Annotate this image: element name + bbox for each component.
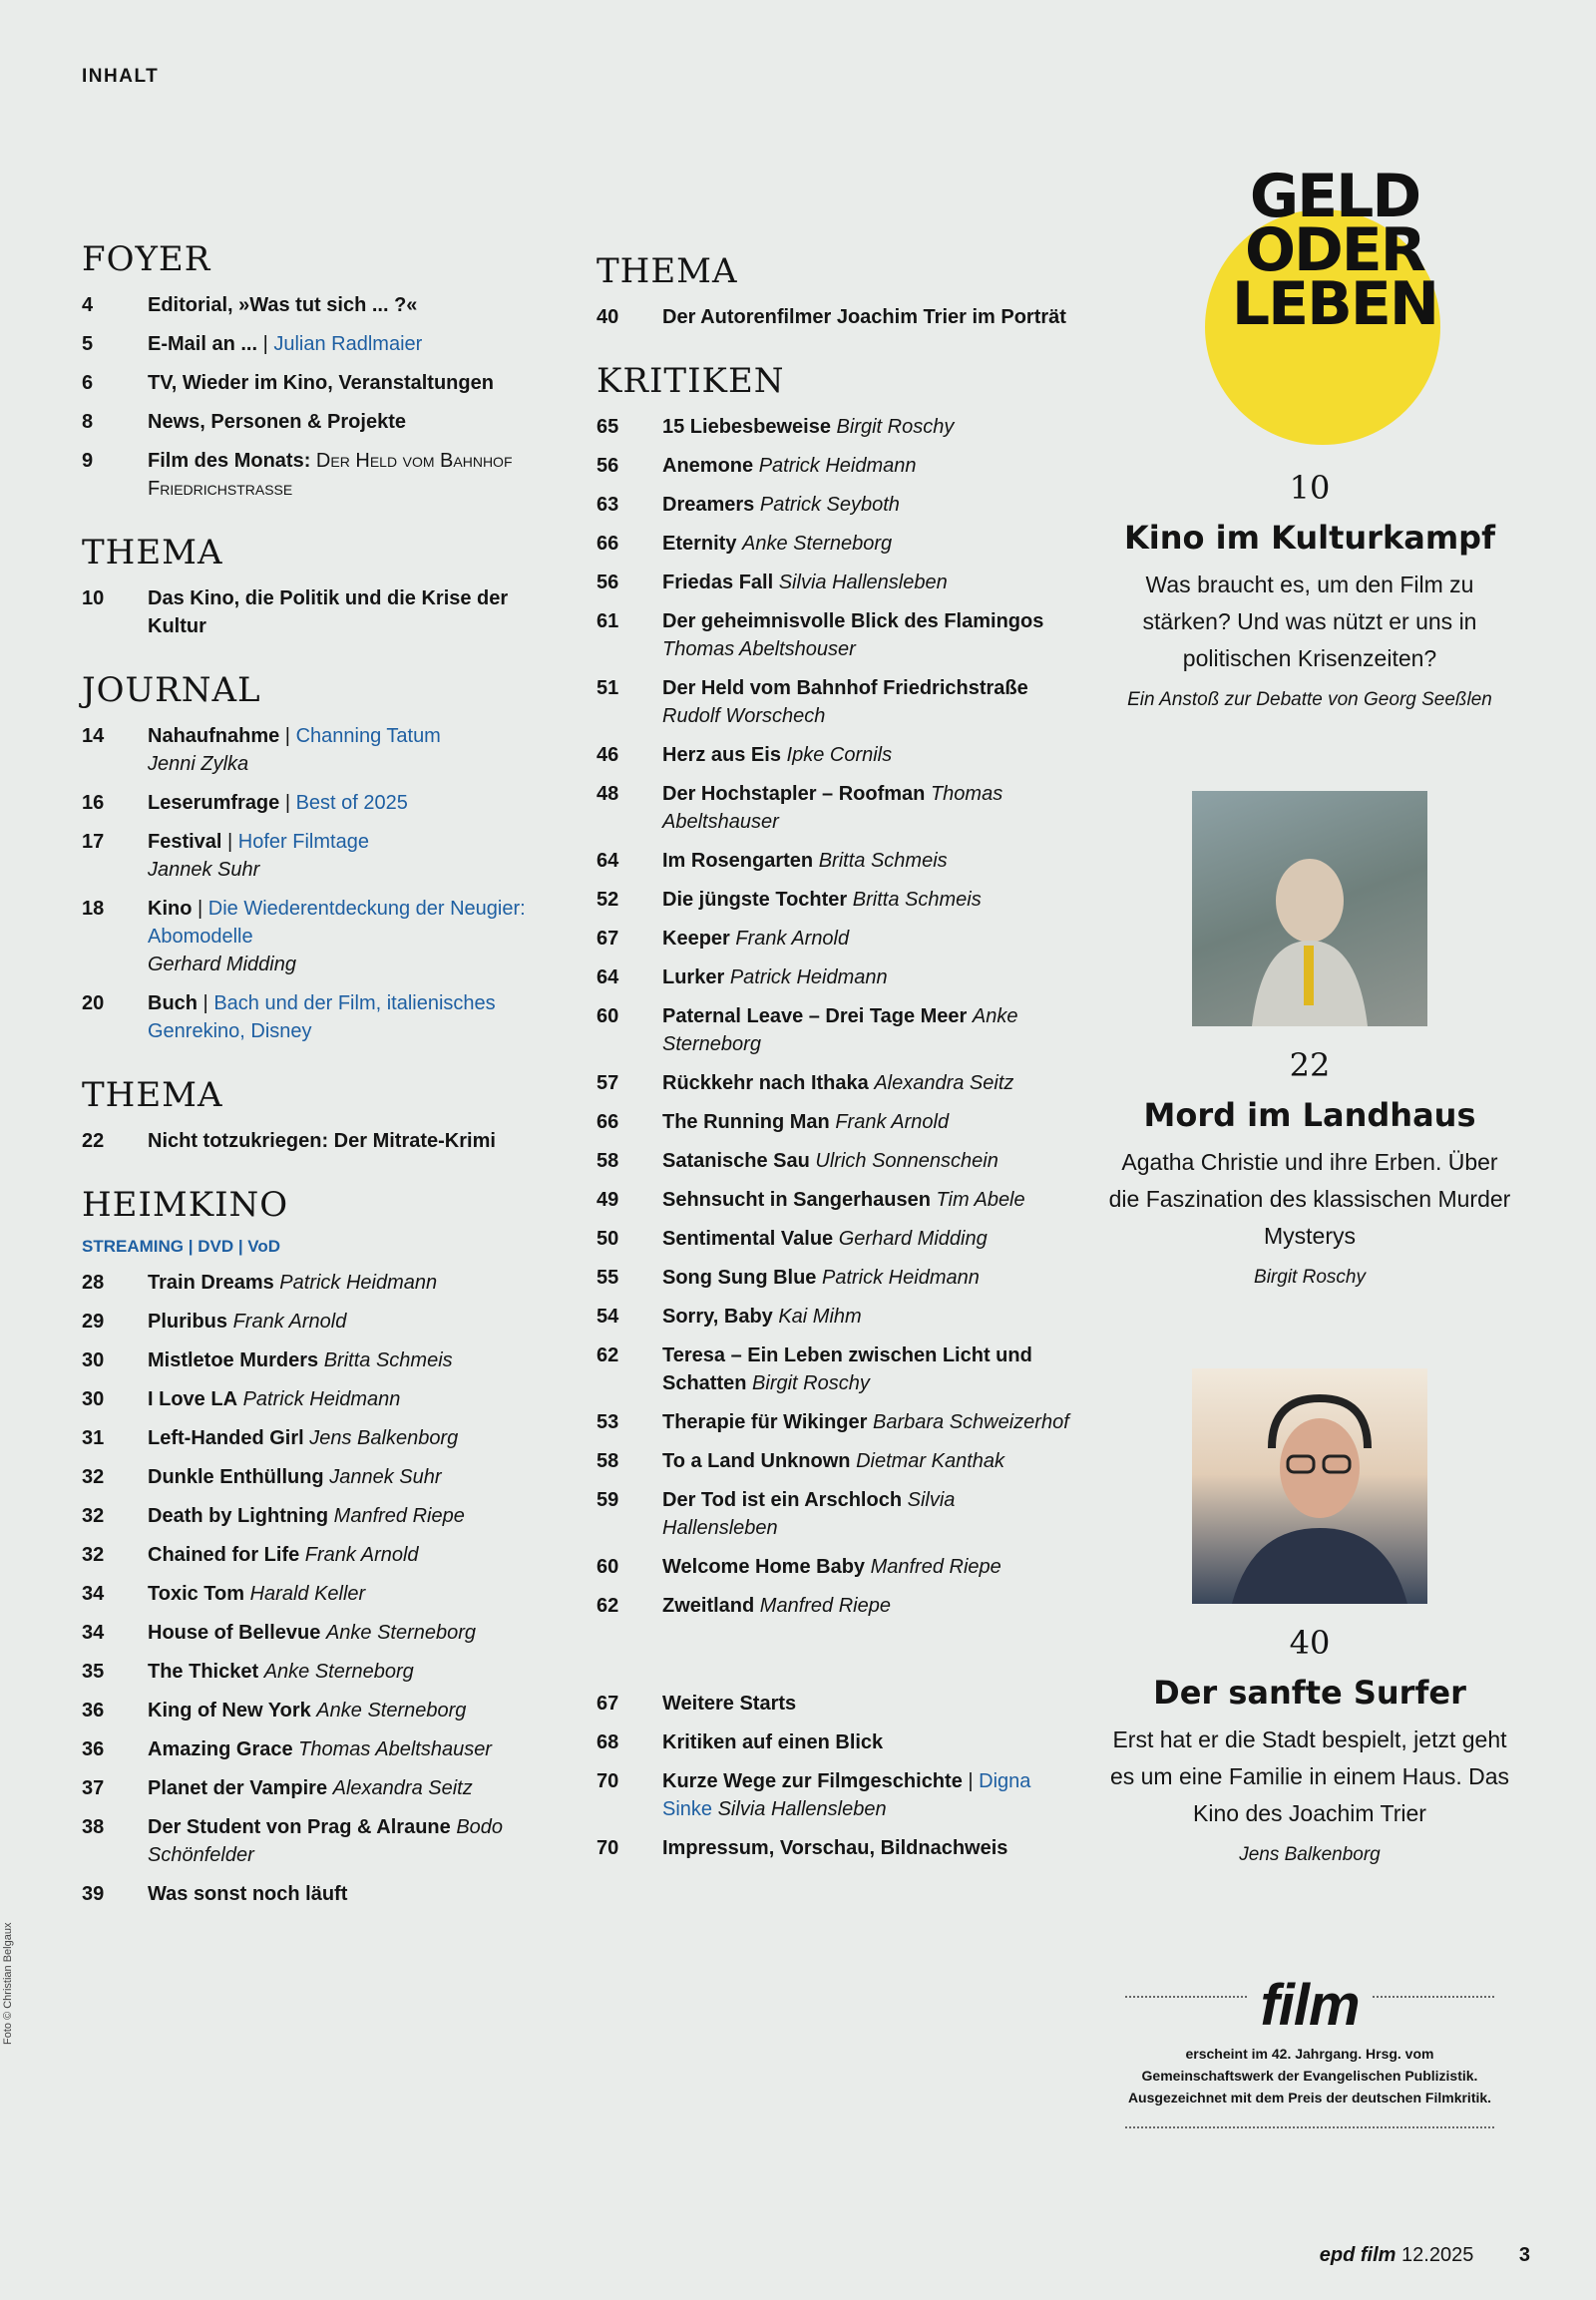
entry-page: 68 [597, 1731, 619, 1753]
entry-title: I Love LA [148, 1388, 238, 1410]
entry-author: Britta Schmeis [818, 850, 948, 872]
toc-column-1 [82, 239, 551, 1938]
entry-author: Thomas Abeltshauser [298, 1738, 492, 1760]
section-thema-2 [597, 251, 1075, 331]
badge-line: GELD [1249, 162, 1420, 231]
entry-page: 36 [82, 1700, 105, 1722]
toc-entry[interactable] [82, 408, 551, 436]
toc-entry[interactable] [597, 1690, 1075, 1718]
portrait-illustration [1192, 1368, 1427, 1604]
toc-entry[interactable] [82, 1619, 551, 1647]
entry-page: 38 [82, 1816, 105, 1838]
feature-page: 22 [1289, 1046, 1331, 1084]
entry-page: 39 [82, 1883, 105, 1905]
entry-title: Was sonst noch läuft [148, 1883, 348, 1905]
toc-entry[interactable] [82, 722, 551, 778]
toc-entry[interactable] [82, 1541, 551, 1569]
entry-title: E-Mail an ... [148, 333, 258, 355]
feature-desc: Agatha Christie und ihre Erben. Über die Faszination des klassischen Murder Mysterys [1108, 1149, 1511, 1249]
toc-entry[interactable] [82, 369, 551, 397]
entry-separator: | [279, 792, 296, 814]
entry-title: Nahaufnahme [148, 725, 280, 747]
entry-title: Der Tod ist ein Arschloch [662, 1489, 903, 1511]
entry-title: Nicht totzukriegen: Der Mitrate-Krimi [148, 1130, 496, 1152]
feature-2 [1105, 791, 1514, 1289]
toc-entry[interactable] [597, 491, 1075, 519]
entry-title: Kino [148, 898, 193, 920]
toc-section [82, 670, 551, 1045]
entry-author: Frank Arnold [835, 1111, 950, 1133]
entry-extra: Bach und der Film, italienisches Genrekino, Disney [148, 992, 496, 1042]
entry-title: Buch [148, 992, 198, 1014]
entry-title: Impressum, Vorschau, Bildnachweis [662, 1837, 1008, 1859]
entry-title: Chained for Life [148, 1544, 300, 1566]
entry-extra: Digna Sinke [662, 1770, 1031, 1820]
entry-title: House of Bellevue [148, 1622, 321, 1644]
entry-author: Patrick Heidmann [729, 966, 888, 988]
entry-page: 28 [82, 1272, 105, 1294]
entry-title: Dreamers [662, 494, 755, 516]
entry-author: Patrick Heidmann [279, 1272, 438, 1294]
entry-author: Manfred Riepe [870, 1556, 1001, 1578]
toc-section [82, 1075, 551, 1155]
entry-page: 62 [597, 1344, 619, 1366]
entry-author: Manfred Riepe [759, 1595, 891, 1617]
toc-entry[interactable] [82, 1346, 551, 1374]
feature-desc: Erst hat er die Stadt bespielt, jetzt geht es um eine Familie in einem Haus. Das Kino des Joachim Trier [1109, 1726, 1510, 1826]
entry-title: Der Autorenfilmer Joachim Trier im Porträt [662, 306, 1066, 328]
toc-entry[interactable] [597, 607, 1075, 663]
entry-page: 66 [597, 1111, 619, 1133]
entry-page: 60 [597, 1556, 619, 1578]
entry-author: Anke Sterneborg [742, 533, 893, 555]
entry-page: 64 [597, 966, 619, 988]
entry-page: 29 [82, 1311, 105, 1333]
entry-extra: Der Held vom Bahnhof Friedrichstrasse [148, 450, 513, 500]
entry-author: Frank Arnold [304, 1544, 419, 1566]
entry-title: Der geheimnisvolle Blick des Flamingos [662, 610, 1044, 632]
toc-entry[interactable] [82, 330, 551, 358]
entry-title: Left-Handed Girl [148, 1427, 304, 1449]
feature-title: Kino im Kulturkampf [1123, 519, 1495, 557]
entry-author: Anke Sterneborg [325, 1622, 477, 1644]
entry-page: 40 [597, 306, 619, 328]
entry-author: Patrick Heidmann [242, 1388, 401, 1410]
entry-title: Der Hochstapler – Roofman [662, 783, 926, 805]
entry-title: Paternal Leave – Drei Tage Meer [662, 1005, 968, 1027]
page-footer [1320, 2244, 1530, 2267]
entry-author: Thomas Abeltshouser [662, 638, 856, 660]
entry-page: 60 [597, 1005, 619, 1027]
toc-entry[interactable] [597, 452, 1075, 480]
entry-author: Jenni Zylka [148, 753, 249, 775]
entry-page: 32 [82, 1466, 105, 1488]
entry-page: 58 [597, 1150, 619, 1172]
entry-title: 15 Liebesbeweise [662, 416, 831, 438]
photo-agatha-film [1192, 791, 1427, 1026]
entry-author: Anke Sterneborg [316, 1700, 467, 1722]
toc-entry[interactable] [597, 674, 1075, 730]
entry-author: Silvia Hallensleben [662, 1489, 956, 1539]
toc-entry[interactable] [597, 1408, 1075, 1436]
toc-entry[interactable] [597, 963, 1075, 991]
entry-separator: | [198, 992, 214, 1014]
entry-author: Gerhard Midding [148, 954, 296, 975]
entry-page: 4 [82, 294, 94, 316]
entry-page: 30 [82, 1388, 105, 1410]
entry-page: 20 [82, 992, 105, 1014]
entry-separator: | [257, 333, 274, 355]
toc-entry[interactable] [82, 1813, 551, 1869]
toc-entry[interactable] [597, 303, 1075, 331]
footer-issue: 12.2025 [1401, 2244, 1474, 2266]
entry-page: 54 [597, 1306, 619, 1328]
badge-line: LEBEN [1231, 269, 1438, 339]
entry-page: 67 [597, 928, 619, 950]
entry-page: 70 [597, 1837, 619, 1859]
entry-author: Patrick Heidmann [758, 455, 917, 477]
entry-page: 22 [82, 1130, 105, 1152]
entry-author: Frank Arnold [735, 928, 850, 950]
epd-description: erscheint im 42. Jahrgang. Hrsg. vom Gemeinschaftswerk der Evangelischen Publizistik. Ausgezeichnet mit dem Preis der deutschen Filmkritik. [1127, 2046, 1492, 2106]
feature-page: 40 [1289, 1624, 1331, 1662]
entry-title: Mistletoe Murders [148, 1349, 319, 1371]
toc-entry[interactable] [82, 1269, 551, 1297]
feature-1 [1105, 469, 1514, 711]
entry-extra: Best of 2025 [295, 792, 408, 814]
entry-title: Rückkehr nach Ithaka [662, 1072, 869, 1094]
entry-extra: Hofer Filmtage [237, 831, 369, 853]
entry-title: Train Dreams [148, 1272, 274, 1294]
toc-entry[interactable] [597, 925, 1075, 953]
toc-entry[interactable] [82, 1308, 551, 1336]
entry-author: Dietmar Kanthak [856, 1450, 1005, 1472]
entry-author: Anke Sterneborg [263, 1661, 414, 1683]
entry-title: Death by Lightning [148, 1505, 329, 1527]
entry-extra: Julian Radlmaier [273, 333, 423, 355]
entry-page: 49 [597, 1189, 619, 1211]
entry-author: Birgit Roschy [752, 1372, 870, 1394]
entry-author: Britta Schmeis [852, 889, 982, 911]
entry-page: 59 [597, 1489, 619, 1511]
entry-title: Satanische Sau [662, 1150, 810, 1172]
entry-page: 56 [597, 572, 619, 593]
entry-title: Die jüngste Tochter [662, 889, 848, 911]
toc-entry[interactable] [82, 1735, 551, 1763]
entry-page: 62 [597, 1595, 619, 1617]
toc-entry[interactable] [597, 1147, 1075, 1175]
entry-page: 31 [82, 1427, 105, 1449]
toc-entry[interactable] [82, 895, 551, 978]
toc-entry[interactable] [82, 1774, 551, 1802]
entry-page: 64 [597, 850, 619, 872]
entry-title: Anemone [662, 455, 754, 477]
entry-title: Kritiken auf einen Blick [662, 1731, 884, 1753]
toc-entry[interactable] [597, 1108, 1075, 1136]
toc-entry[interactable] [82, 789, 551, 817]
entry-title: Kurze Wege zur Filmgeschichte [662, 1770, 963, 1792]
section-title: THEMA [82, 1075, 223, 1115]
entry-title: Pluribus [148, 1311, 228, 1333]
toc-entry[interactable] [597, 1447, 1075, 1475]
feature-page: 10 [1289, 469, 1331, 507]
entry-page: 30 [82, 1349, 105, 1371]
entry-page: 16 [82, 792, 105, 814]
toc-entry[interactable] [82, 1424, 551, 1452]
section-subtitle: STREAMING | DVD | VoD [82, 1237, 281, 1256]
entry-author: Tim Abele [936, 1189, 1025, 1211]
feature-author: Jens Balkenborg [1239, 1844, 1381, 1865]
entry-author: Bodo Schönfelder [148, 1816, 504, 1866]
entry-title: Im Rosengarten [662, 850, 814, 872]
entry-page: 61 [597, 610, 619, 632]
entry-page: 65 [597, 416, 619, 438]
section-title: THEMA [597, 251, 738, 291]
entry-author: Patrick Heidmann [822, 1267, 980, 1289]
entry-page: 32 [82, 1505, 105, 1527]
toc-entry[interactable] [82, 1127, 551, 1155]
entry-title: Das Kino, die Politik und die Krise der Kultur [148, 587, 509, 637]
entry-page: 66 [597, 533, 619, 555]
entry-title: Planet der Vampire [148, 1777, 328, 1799]
toc-entry[interactable] [597, 1002, 1075, 1058]
entry-author: Jens Balkenborg [309, 1427, 459, 1449]
toc-section [82, 239, 551, 503]
entry-page: 50 [597, 1228, 619, 1250]
entry-page: 35 [82, 1661, 105, 1683]
entry-page: 70 [597, 1770, 619, 1792]
geld-oder-leben-badge [1185, 162, 1438, 409]
entry-title: Der Held vom Bahnhof Friedrichstraße [662, 677, 1028, 699]
feature-3 [1105, 1368, 1514, 1866]
entry-author: Barbara Schweizerhof [872, 1411, 1069, 1433]
toc-entry[interactable] [82, 1697, 551, 1725]
entry-author: Ipke Cornils [786, 744, 893, 766]
section-title: KRITIKEN [597, 361, 785, 401]
toc-entry[interactable] [82, 828, 551, 884]
toc-entry[interactable] [82, 1580, 551, 1608]
section-title: THEMA [82, 533, 223, 573]
entry-author: Ulrich Sonnenschein [815, 1150, 998, 1172]
toc-entry[interactable] [82, 1880, 551, 1908]
entry-separator: | [279, 725, 296, 747]
toc-entry[interactable] [82, 989, 551, 1045]
toc-section [82, 1185, 551, 1908]
entry-title: TV, Wieder im Kino, Veranstaltungen [148, 372, 494, 394]
entry-title: The Thicket [148, 1661, 259, 1683]
entry-author: Jannek Suhr [148, 859, 260, 881]
toc-column-2 [597, 251, 1075, 1873]
toc-entry[interactable] [82, 1385, 551, 1413]
entry-author: Thomas Abeltshauser [662, 783, 1003, 833]
toc-entry[interactable] [597, 1069, 1075, 1097]
toc-entry[interactable] [597, 1264, 1075, 1292]
toc-entry[interactable] [597, 530, 1075, 558]
entry-page: 18 [82, 898, 105, 920]
entry-page: 67 [597, 1693, 619, 1715]
entry-title: Keeper [662, 928, 730, 950]
entry-title: Friedas Fall [662, 572, 774, 593]
entry-author: Manfred Riepe [333, 1505, 465, 1527]
toc-entry[interactable] [82, 291, 551, 319]
entry-page: 34 [82, 1622, 105, 1644]
entry-page: 9 [82, 450, 94, 472]
entry-title: The Running Man [662, 1111, 830, 1133]
entry-page: 32 [82, 1544, 105, 1566]
feature-title: Mord im Landhaus [1143, 1096, 1476, 1134]
entry-title: Toxic Tom [148, 1583, 245, 1605]
toc-section [82, 533, 551, 640]
badge-line: ODER [1245, 215, 1424, 285]
toc-entry[interactable] [82, 584, 551, 640]
entry-page: 57 [597, 1072, 619, 1094]
toc-entry[interactable] [82, 1463, 551, 1491]
entry-title: Eternity [662, 533, 737, 555]
entry-author: Britta Schmeis [323, 1349, 453, 1371]
entry-page: 6 [82, 372, 94, 394]
feature-title: Der sanfte Surfer [1153, 1674, 1466, 1712]
entry-page: 36 [82, 1738, 105, 1760]
entry-page: 51 [597, 677, 619, 699]
toc-entry[interactable] [597, 886, 1075, 914]
entry-title: Herz aus Eis [662, 744, 781, 766]
entry-title: News, Personen & Projekte [148, 411, 406, 433]
entry-page: 14 [82, 725, 105, 747]
entry-author: Jannek Suhr [329, 1466, 442, 1488]
toc-entry[interactable] [597, 1728, 1075, 1756]
section-title: JOURNAL [82, 670, 261, 710]
toc-entry[interactable] [597, 413, 1075, 441]
entry-page: 17 [82, 831, 105, 853]
portrait-illustration [1192, 791, 1427, 1026]
entry-page: 56 [597, 455, 619, 477]
toc-entry[interactable] [82, 1658, 551, 1686]
entry-author: Silvia Hallensleben [717, 1798, 887, 1820]
entry-title: King of New York [148, 1700, 311, 1722]
feature-author: Ein Anstoß zur Debatte von Georg Seeßlen [1127, 689, 1492, 710]
entry-page: 55 [597, 1267, 619, 1289]
entry-title: Der Student von Prag & Alraune [148, 1816, 451, 1838]
entry-author: Birgit Roschy [836, 416, 955, 438]
entry-author: Gerhard Midding [838, 1228, 988, 1250]
toc-entry[interactable] [597, 1834, 1075, 1862]
toc-entry[interactable]: 70 Kurze Wege zur Filmgeschichte | Digna Sinke Silvia Hallensleben [597, 1767, 1075, 1823]
entry-extra: Die Wiederentdeckung der Neugier: Abomodelle [148, 898, 526, 948]
entry-separator: | [192, 898, 208, 920]
entry-extra: Channing Tatum [295, 725, 441, 747]
toc-entry[interactable] [597, 1592, 1075, 1620]
photo-joachim-trier [1192, 1368, 1427, 1604]
entry-page: 37 [82, 1777, 105, 1799]
toc-entry[interactable] [82, 447, 551, 503]
section-title: HEIMKINO [82, 1185, 289, 1225]
entry-page: 63 [597, 494, 619, 516]
entry-author: Silvia Hallensleben [778, 572, 948, 593]
feature-author: Birgit Roschy [1254, 1267, 1366, 1288]
entry-title: Lurker [662, 966, 725, 988]
entry-author: Alexandra Seitz [332, 1777, 473, 1799]
entry-title: To a Land Unknown [662, 1450, 851, 1472]
toc-entry[interactable] [597, 1225, 1075, 1253]
entry-title: Song Sung Blue [662, 1267, 817, 1289]
entry-author: Kai Mihm [778, 1306, 862, 1328]
entry-title: Weitere Starts [662, 1693, 797, 1715]
entry-title: Festival [148, 831, 222, 853]
entry-author: Harald Keller [249, 1583, 366, 1605]
entry-separator: | [221, 831, 238, 853]
entry-title: Editorial, »Was tut sich ... ?« [148, 294, 418, 316]
entry-title: Welcome Home Baby [662, 1556, 866, 1578]
toc-entry[interactable] [597, 1342, 1075, 1397]
epd-film-logo: film [1248, 1972, 1371, 2039]
entry-page: 58 [597, 1450, 619, 1472]
running-head: INHALT [82, 66, 160, 87]
toc-entry[interactable] [597, 569, 1075, 596]
entry-title: Zweitland [662, 1595, 755, 1617]
feature-desc: Was braucht es, um den Film zu stärken? Und was nützt er uns in politischen Krisenzeiten? [1142, 572, 1477, 671]
entry-title: Dunkle Enthüllung [148, 1466, 324, 1488]
entry-author: Anke Sterneborg [662, 1005, 1018, 1055]
entry-title: Sentimental Value [662, 1228, 834, 1250]
entry-page: 10 [82, 587, 105, 609]
entry-page: 5 [82, 333, 94, 355]
toc-entry[interactable] [597, 1186, 1075, 1214]
entry-page: 52 [597, 889, 619, 911]
entry-page: 46 [597, 744, 619, 766]
section-kritiken [597, 361, 1075, 1620]
entry-title: Amazing Grace [148, 1738, 293, 1760]
entry-title: Teresa – Ein Leben zwischen Licht und Schatten [662, 1344, 1032, 1394]
feature-column [1105, 162, 1514, 2128]
toc-entry[interactable] [82, 1502, 551, 1530]
entry-author: Alexandra Seitz [874, 1072, 1014, 1094]
toc-entry[interactable] [597, 1486, 1075, 1542]
entry-title: Sorry, Baby [662, 1306, 773, 1328]
entry-page: 48 [597, 783, 619, 805]
entry-author: Patrick Seyboth [759, 494, 900, 516]
entry-author: Rudolf Worschech [662, 705, 826, 727]
toc-entry[interactable] [597, 847, 1075, 875]
entry-title: Therapie für Wikinger [662, 1411, 868, 1433]
entry-title: Sehnsucht in Sangerhausen [662, 1189, 931, 1211]
epd-imprint-box [1125, 1973, 1494, 2128]
page-number: 3 [1518, 2244, 1530, 2266]
toc-entry[interactable] [597, 1303, 1075, 1331]
entry-author: Frank Arnold [232, 1311, 347, 1333]
entry-title: Leserumfrage [148, 792, 280, 814]
entry-title: Film des Monats: [148, 450, 311, 472]
entry-page: 8 [82, 411, 94, 433]
toc-entry[interactable] [597, 741, 1075, 769]
section-title: FOYER [82, 239, 211, 279]
toc-entry[interactable] [597, 780, 1075, 836]
entry-page: 53 [597, 1411, 619, 1433]
photo-credit: Foto © Christian Belgaux [2, 1922, 14, 2045]
footer-magazine: epd film [1319, 2244, 1396, 2266]
toc-entry[interactable] [597, 1553, 1075, 1581]
entry-page: 34 [82, 1583, 105, 1605]
